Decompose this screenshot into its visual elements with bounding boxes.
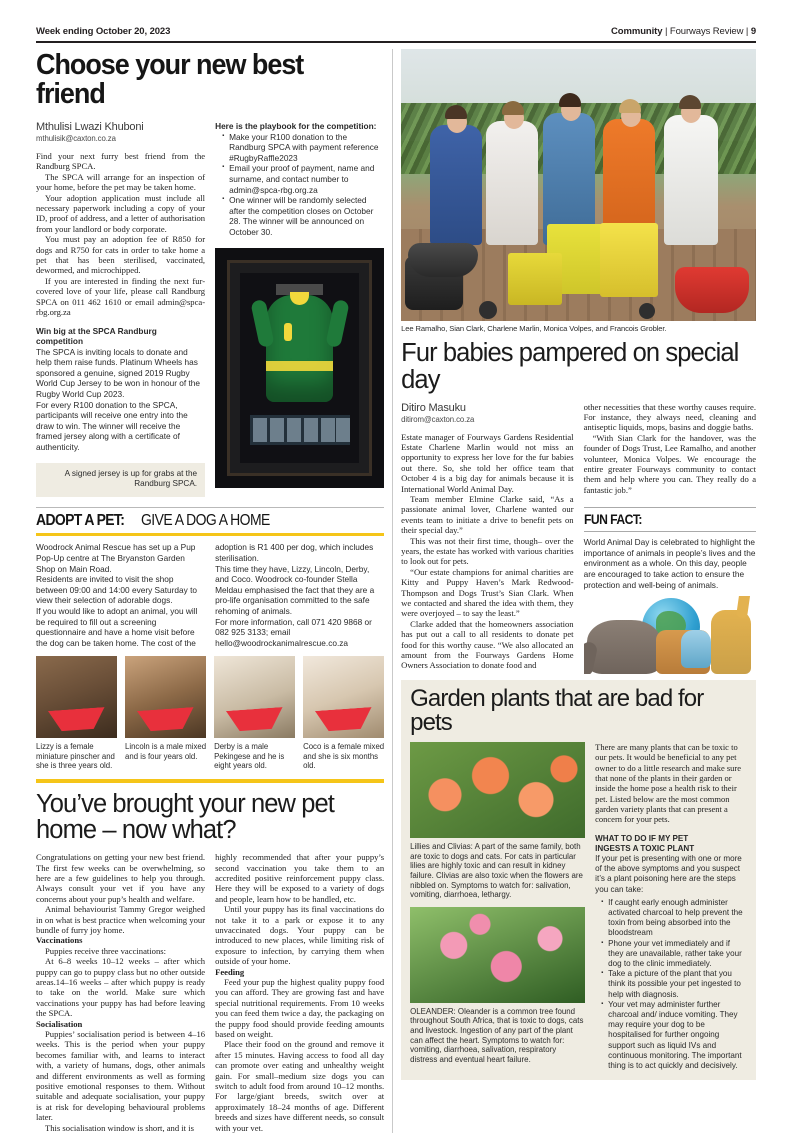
dog-photo <box>36 656 117 738</box>
playbook-list <box>215 132 384 238</box>
competition-subhead: Win big at the SPCA Randburg competition <box>36 325 157 347</box>
masthead-publication: Fourways Review <box>669 26 744 37</box>
adoptable-dogs-gallery <box>36 656 384 770</box>
adopt-a-pet-body <box>36 542 384 648</box>
main-article-body <box>36 151 205 318</box>
list-item: ▪ If caught early enough administer activated charcoal to help prevent the toxin from being absorbed into the bloodstream <box>602 898 747 939</box>
byline-name: Mthulisi Lwazi Khuboni <box>36 121 144 133</box>
jersey-caption-box <box>36 463 205 498</box>
paragraph: For every R100 donation to the SPCA, participants will receive one entry into the draw to win. The winner will receive the framed jersey along with a certificate of authenticity. <box>36 399 188 453</box>
garden-intro: There are many plants that can be toxic to our pets. It would be beneficial to any pet owner to do a little research and make sure that none of the plants in their garden or inside the home pose a health risk to their pet. Listed below are the most common garden variety plants that can present a concern for your pets. <box>595 742 741 825</box>
person-figure <box>486 121 538 245</box>
pet-food-bag <box>600 223 658 297</box>
fun-fact-body <box>584 537 756 590</box>
paragraph: The SPCA will arrange for an inspection of your home, before the pet may be taken home. <box>36 171 206 193</box>
playbook-title: Here is the playbook for the competition: <box>215 121 377 131</box>
subheading: Socialisation <box>36 1018 83 1029</box>
paragraph: Residents are invited to visit the shop between 09:00 and 14:00 every Saturday to view their selection of adorable dogs. <box>36 574 197 606</box>
red-basin <box>675 267 749 313</box>
advice-title-line-2: INGESTS A TOXIC PLANT <box>595 843 695 853</box>
person-hair <box>559 93 581 107</box>
trolley-wheel <box>639 303 655 319</box>
fun-fact-title: FUN FACT: <box>583 512 642 528</box>
list-item: ▪ Your vet may administer further charcoal and/ induce vomiting. They may require your dog to be hospitalised for further ongoing support such as liquid IVs and continuous monitoring. The important thing is to act quickly and decisively. <box>602 1000 747 1071</box>
dog-photo <box>303 656 384 738</box>
divider-accent <box>36 533 384 536</box>
animals-illustration <box>584 596 756 674</box>
fun-fact-block <box>584 507 756 674</box>
paragraph: If you are interested in finding the next fur-covered love of your life, please call Randburg SPCA on 011 462 1610 or email admin@spca-rbg.org.za <box>36 275 206 318</box>
paragraph: This time they have, Lizzy, Lincoln, Derby, and Coco. Woodrock co-founder Stella Meldau emphasised the fact that they are a pro-life organisation committed to the safe rehoming of animals. <box>215 563 375 616</box>
paragraph: This was not their first time, though– over the years, the estate has worked with various charities to look out for pets. <box>401 535 574 567</box>
garden-headline: Garden plants that are bad for pets <box>410 685 704 737</box>
paragraph: This socialisation window is short, and it is <box>45 1122 194 1133</box>
dog-caption: Lizzy is a female miniature pinscher and she is three years old. <box>36 742 115 771</box>
paragraph: If you would like to adopt an animal, you will be required to fill out a screening questionnaire and have a home visit before the dog can be taken home. The cost of the <box>36 606 198 648</box>
paragraph: Clarke added that the homeowners association has put out a call to all residents to donate pet food for this worthy cause. “We also allocated an amount from the Fourways Gardens Home Owners Association to donate food and <box>401 618 574 671</box>
list-item: ▪ Phone your vet immediately and if they are unavailable, rather take your dog to the clinic immediately. <box>602 939 747 970</box>
person-figure <box>664 115 718 245</box>
paragraph: Until your puppy has its final vaccinations do not take it to a park or expose it to any unvaccinated dogs. Your puppy can be introduced to new places, while limiting risk of exposure to infection, by carrying them when outside of your home. <box>215 904 385 967</box>
bandana-icon <box>137 707 195 732</box>
paragraph: Puppies’ socialisation period is between 4–16 weeks. This is the period when your puppy becomes familiar with, and learns to interact with, a variety of humans, dogs, other animals and different environments as well as forming positive emotional responses to them. Without suitable and adequate socialisation, your puppy is at risk for developing behavioural problems later. <box>36 1029 206 1123</box>
frame-photo-strip <box>250 415 350 445</box>
dog-caption: Lincoln is a male mixed and is four years old. <box>125 742 207 761</box>
photo-caption: Lee Ramalho, Sian Clark, Charlene Marlin, Monica Volpes, and Francois Grobler. <box>401 324 667 333</box>
jersey-collar <box>290 292 309 305</box>
dog-card <box>303 656 384 770</box>
competition-block <box>36 326 205 453</box>
pet-food-bag <box>508 253 562 305</box>
byline <box>36 121 205 143</box>
left-column <box>36 49 392 1133</box>
fur-col-1 <box>401 402 573 675</box>
jersey-stripe <box>266 361 333 371</box>
garden-advice-block <box>595 834 747 1072</box>
new-pet-col-1 <box>36 852 205 1133</box>
giraffe-icon <box>711 610 751 674</box>
adopt-col-1 <box>36 542 205 648</box>
paragraph: Animal behaviourist Tammy Gregor weighed in on what is best practice when welcoming your bundle of furry joy home. <box>36 904 206 935</box>
paragraph: Find your next furry best friend from the Randburg SPCA. <box>36 151 206 172</box>
subheading: Vaccinations <box>36 935 83 946</box>
fur-body-2 <box>584 402 756 496</box>
masthead-sep-2: | <box>745 26 749 37</box>
adopt-col-2 <box>215 542 384 648</box>
paragraph: “With Sian Clark for the handover, was the founder of Dogs Trust, Lee Ramalho, and another volunteer, Monica Volpes. We encourage the entire greater Fourways community to contact them and help where you can. They really do a fantastic job.” <box>583 432 757 495</box>
jersey-caption: A signed jersey is up for grabs at the Randburg SPCA. <box>64 468 198 489</box>
paragraph: Feed your pup the highest quality puppy food you can afford. They are growing fast and have special nutritional requirements. From 10 weeks you can feed them twice a day, the packaging on the puppy food should provide feeding amounts based on weight. <box>215 977 385 1040</box>
page-title: Choose your new best friend <box>36 49 304 110</box>
paragraph: For more information, call 071 420 9868 or 082 925 3133; email hello@woodrockanimalrescue.co.za <box>215 616 372 648</box>
oleander-photo <box>410 907 585 1003</box>
adopt-a-pet-heading <box>36 513 384 529</box>
list-item: ▪ One winner will be randomly selected after the competition closes on October 28. The winner will be announced on October 30. <box>223 195 384 237</box>
masthead-section-info <box>611 26 756 37</box>
list-item: ▪ Email your proof of payment, name and surname, and contact number to admin@spca-rbg.org.za <box>223 163 384 195</box>
paragraph: You must pay an adoption fee of R850 for dogs and R750 for cats in order to take home a pet that has been sterilised, vaccinated, dewormed, and microchipped. <box>36 234 206 276</box>
paragraph: Estate manager of Fourways Gardens Residential Estate Charlene Marlin would not miss an opportunity to express her love for the fur babies out there. So, she told her office team that October 4 is a big day for animals because it is International World Animal Day. <box>401 431 574 494</box>
fur-col-2 <box>584 402 756 675</box>
main-article-col-2 <box>215 121 384 497</box>
bandana-icon <box>226 707 284 732</box>
jersey-badge <box>284 323 293 341</box>
paragraph: “Our estate champions for animal charities are Kitty and Puppy Haven’s Mark Redwood-Thompson and Dogs Trust’s Sian Clark. When we contacted and shared the idea with them, they were overjoyed – to say the least.” <box>401 566 574 619</box>
person-figure <box>430 125 482 245</box>
right-column <box>392 49 756 1133</box>
adopt-a-pet-title: GIVE A DOG A HOME <box>140 512 270 530</box>
playbook-block <box>215 121 384 238</box>
masthead-section: Community <box>611 26 663 37</box>
advice-title-line-1: WHAT TO DO IF MY PET <box>595 833 689 843</box>
paragraph: Woodrock Animal Rescue has set up a Pup Pop-Up centre at The Bryanston Garden Shop on Main Road. <box>36 542 196 574</box>
dog-caption: Derby is a male Pekingese and he is eight years old. <box>214 742 285 771</box>
plant-caption: OLEANDER: Oleander is a common tree found throughout South Africa, that is toxic to dogs, cats and livestock. Ingestion of any part of the plant can affect the heart. Symptoms to watch for: vomiting, diarrhoea, salivation, respiratory distress and eventual heart failure. <box>410 1006 584 1064</box>
fur-babies-headline: Fur babies pampered on special day <box>401 339 739 394</box>
advice-list <box>595 898 747 1071</box>
bandana-icon <box>47 707 105 732</box>
garden-plants-section <box>401 680 756 1080</box>
bird-icon <box>681 630 711 668</box>
byline-name: Ditiro Masuku <box>401 401 466 414</box>
fur-body-1 <box>401 432 573 671</box>
lilies-and-clivias-photo <box>410 742 585 838</box>
new-pet-headline: You’ve brought your new pet home – now what? <box>36 789 334 845</box>
framed-jersey-photo <box>215 248 384 488</box>
bandana-icon <box>315 707 373 732</box>
subheading: Feeding <box>215 966 245 977</box>
plant-caption: Lillies and Clivias: A part of the same family, both are toxic to dogs and cats. For cats in particular lilies are highly toxic and can result in kidney failure. Clivias are also toxic when the flowers are nibbled on. Symptoms to watch for: salivation, vomiting, diarrhoea, lethargy. <box>410 842 583 900</box>
dog-card <box>214 656 295 770</box>
byline-email: ditirom@caxton.co.za <box>401 414 475 424</box>
main-article-columns <box>36 121 384 497</box>
new-pet-col-2 <box>215 852 384 1133</box>
garden-grid <box>410 742 747 1071</box>
byline-email: mthulisik@caxton.co.za <box>36 134 116 143</box>
masthead-page-number: 9 <box>750 26 756 37</box>
divider <box>36 507 384 508</box>
dog-card <box>125 656 206 770</box>
paragraph: highly recommended that after your puppy’s second vaccination you take them to an accredited positive reinforcement puppy class. Here they will be exposed to a variety of dogs and people, learn how to be handled, etc. <box>215 852 385 904</box>
paragraph: other necessities that these worthy causes require. For instance, they always need, cleaning and antiseptic liquids, mops, basins and doggie baths. <box>583 401 757 433</box>
list-item: ▪ Take a picture of the plant that you think its possible your pet ingested to help with diagnosis. <box>602 969 747 1000</box>
fur-babies-columns <box>401 402 756 675</box>
dog-caption: Coco is a female mixed and she is six months old. <box>303 742 385 771</box>
paragraph: Your adoption application must include all necessary paperwork including a copy of your ID, proof of address, and a letter of authorisation from your landlord or body corporate. <box>36 192 206 234</box>
garden-plants-list <box>410 742 585 1071</box>
paragraph: Congratulations on getting your new best friend. The first few weeks can be overwhelming, so here are a few guidelines to help you through. Always consult your vet if you have any concerns about your pup’s health and welfare. <box>36 852 206 904</box>
masthead <box>36 26 756 43</box>
divider-accent <box>36 779 384 783</box>
dog-photo <box>125 656 206 738</box>
divider <box>584 507 756 508</box>
springbok-jersey <box>266 295 333 401</box>
adopt-a-pet-kicker: ADOPT A PET: <box>36 512 125 530</box>
picture-frame <box>227 260 372 476</box>
frame-mat <box>240 273 359 463</box>
dark-basin <box>408 243 478 277</box>
dog-card <box>36 656 117 770</box>
elephant-icon <box>587 620 661 674</box>
garden-advice <box>595 742 747 1071</box>
new-pet-body <box>36 852 384 1133</box>
paragraph: adoption is R1 400 per dog, which includes sterilisation. <box>215 542 374 564</box>
paragraph: Puppies receive three vaccinations: <box>45 945 166 956</box>
paragraph: The SPCA is inviting locals to donate and help them raise funds. Platinum Wheels has sponsored a genuine, signed 2019 Rugby World Cup Jersey to be won in honour of the Rugby World Cup 2023. <box>36 346 201 400</box>
masthead-date: Week ending October 20, 2023 <box>36 26 171 37</box>
paragraph: Place their food on the ground and remove it after 15 minutes. Having access to food all day can promote over eating and unhealthy weight gain. For small–medium size dogs you can switch to adult food from around 10–12 months. For large/giant breeds, switch over at approximately 18–24 months of age. Different breeds and sizes have different needs, so consult with your vet. <box>215 1039 385 1133</box>
paragraph: At 6–8 weeks 10–12 weeks – after which puppy can go to puppy class but no other outside areas.14–16 weeks – after which puppy is ready to take on the world. Make sure which vaccinations your puppy has had before leaving the SPCA. <box>36 956 206 1019</box>
masthead-sep-1: | <box>664 26 668 37</box>
paragraph: World Animal Day is celebrated to highlight the importance of animals in people’s lives and the environment as a whole. On this day, people are encouraged to take action to ensure the protection and well-being of animals. <box>583 537 756 590</box>
paragraph: Team member Elmine Clarke said, “As a passionate animal lover, Charlene wanted our events team to initiate a drive to benefit pets on their special day.” <box>401 493 574 536</box>
list-item: ▪ Make your R100 donation to the Randburg SPCA with payment reference #RugbyRaffle2023 <box>223 132 384 164</box>
dog-photo <box>214 656 295 738</box>
byline <box>401 402 573 424</box>
page-columns <box>36 49 756 1133</box>
advice-intro: If your pet is presenting with one or more of the above symptoms and you suspect it’s a plant poisoning here are the steps you can take: <box>595 853 742 894</box>
main-article-col-1 <box>36 121 205 497</box>
divider <box>584 531 756 532</box>
handover-group-photo <box>401 49 756 321</box>
